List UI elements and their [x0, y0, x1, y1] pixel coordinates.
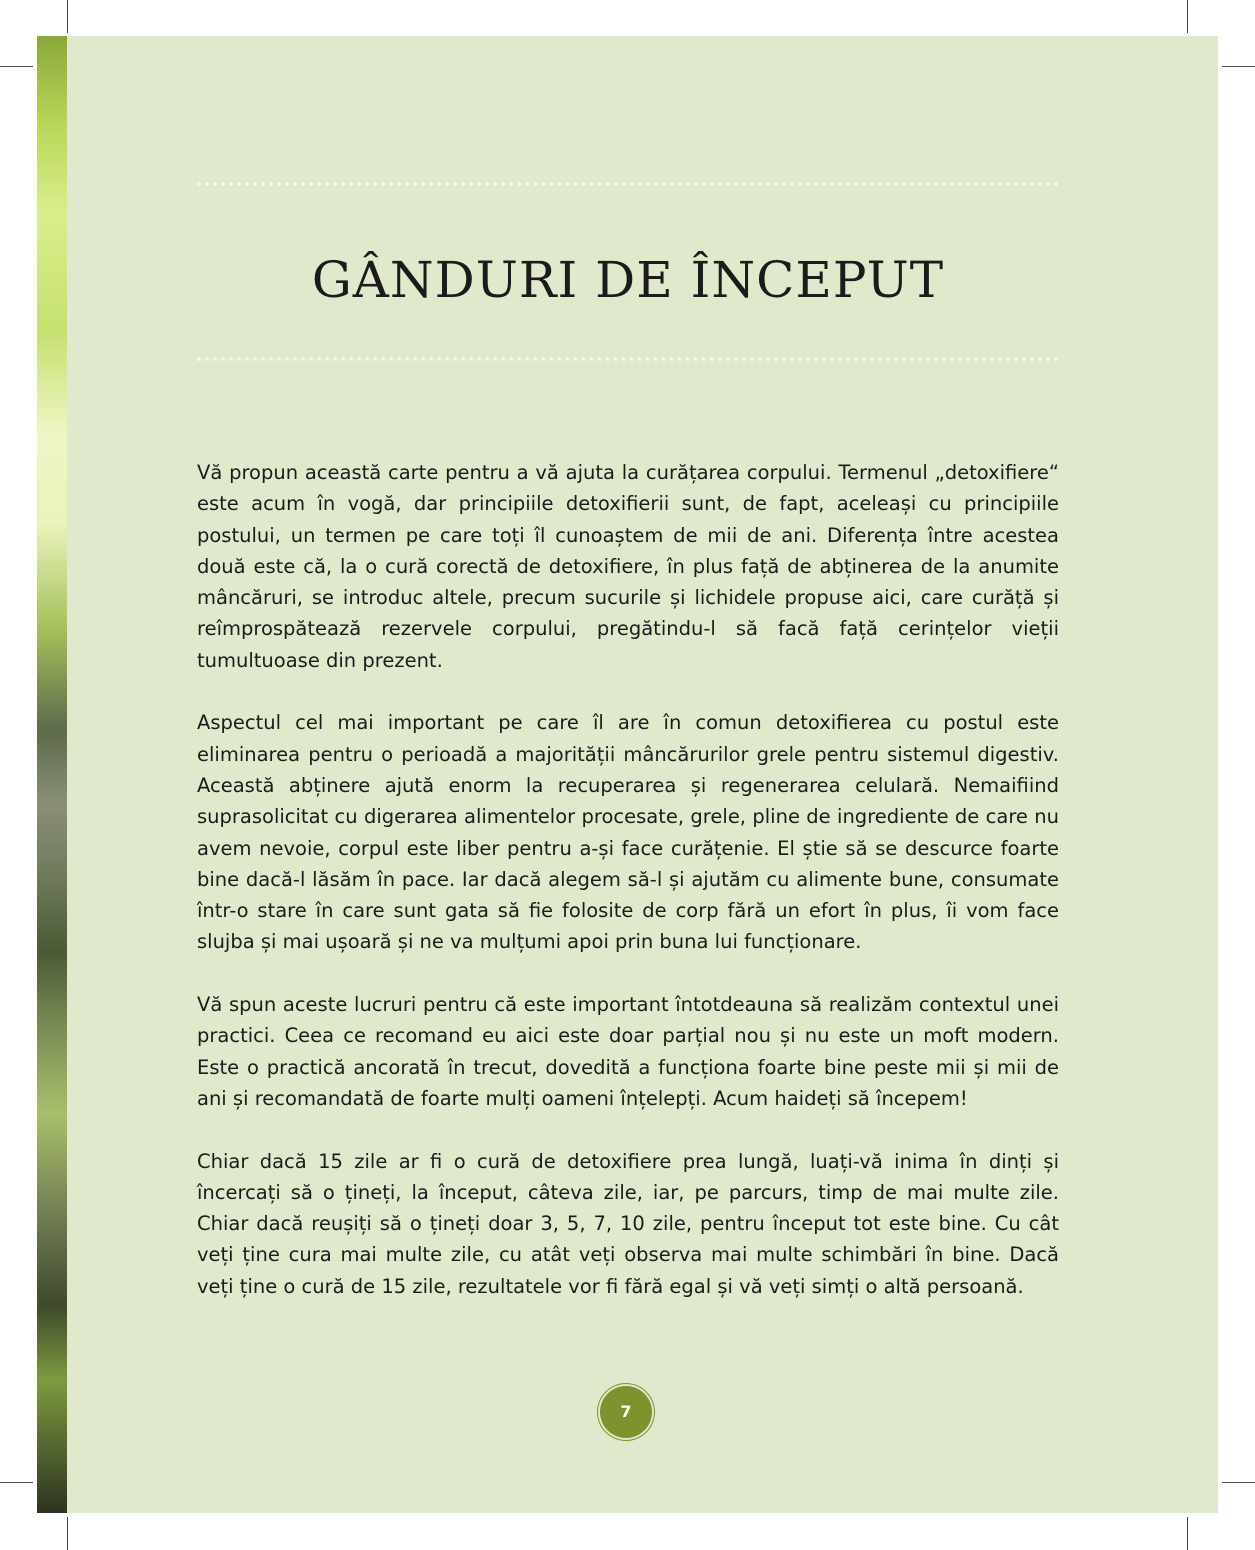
- crop-mark: [1222, 66, 1255, 67]
- crop-mark: [1187, 0, 1188, 33]
- paragraph: Vă propun această carte pentru a vă ajuta la curățarea corpului. Termenul „detoxifiere“ este acum în vogă, dar principiile detoxifierii sunt, de fapt, aceleași cu principiile postului, un termen pe care toți îl cunoaștem de mii de ani. Diferența între acestea două este că, la o cură corectă de detoxifiere, în plus față de abținerea de la anumite mâncăruri, se introduc altele, precum sucurile și lichidele propuse aici, care curăță și reîmprospătează rezervele corpului, pregătindu-l să facă față cerințelor vieții tumultuoase din prezent.: [197, 461, 1059, 672]
- dotted-divider-top: [197, 182, 1059, 186]
- chapter-title: GÂNDURI DE ÎNCEPUT: [311, 251, 945, 309]
- crop-mark: [0, 66, 33, 67]
- paragraph: Vă spun aceste lucruri pentru că este important întotdeauna să realizăm contextul unei practici. Ceea ce recomand eu aici este doar parțial nou și nu este un moft modern. Este o practică ancorată în trecut, dovedită a funcționa foarte bine peste mii și mii de ani și recomandată de foarte mulți oameni înțelepți. Acum haideți să începem!: [197, 993, 1059, 1110]
- crop-mark: [67, 0, 68, 33]
- dotted-divider-bottom: [197, 357, 1059, 361]
- paragraph: Chiar dacă 15 zile ar fi o cură de detoxifiere prea lungă, luați-vă inima în dinți și încercați să o țineți, la început, câteva zile, iar, pe parcurs, timp de mai multe zile. Chiar dacă reușiți să o țineți doar 3, 5, 7, 10 zile, pentru început tot este bine. Cu cât veți ține cura mai multe zile, cu atât veți observa mai multe schimbări în bine. Dacă veți ține o cură de 15 zile, rezultatele vor fi fără egal și vă veți simți o altă persoană.: [197, 1149, 1059, 1298]
- photo-edge-strip: [37, 36, 67, 1513]
- body-text: [197, 457, 1059, 1333]
- crop-mark: [0, 1482, 33, 1483]
- crop-mark: [67, 1517, 68, 1550]
- crop-mark: [1187, 1517, 1188, 1550]
- page-number-badge: 7: [600, 1386, 652, 1438]
- crop-mark: [1222, 1482, 1255, 1483]
- book-page: [37, 36, 1218, 1513]
- paragraph: Aspectul cel mai important pe care îl are în comun detoxifierea cu postul este eliminarea pentru o perioadă a majorității mâncărurilor grele pentru sistemul digestiv. Această abținere ajută enorm la recuperarea și regenerarea celulară. Nemaifiind suprasolicitat cu digerarea alimentelor procesate, grele, pline de ingrediente de care nu avem nevoie, corpul este liber pentru a-și face curățenie. El știe să se descurce foarte bine dacă-l lăsăm în pace. Iar dacă alegem să-l și ajutăm cu alimente bune, consumate într-o stare în care sunt gata să fie folosite de corp fără un efort în plus, îi vom face slujba și mai ușoară și ne va mulțumi apoi prin buna lui funcționare.: [197, 711, 1059, 954]
